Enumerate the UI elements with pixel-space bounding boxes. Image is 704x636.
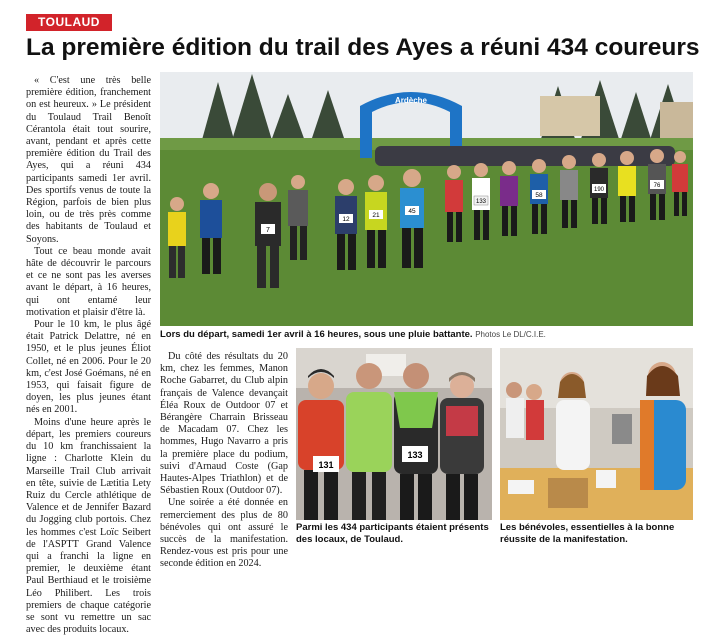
paragraph: Pour le 10 km, le plus âgé était Patrick Delattre, né en 1950, et le plus jeunes Éliot Collet, né en 2006. Pour le 20 km, c'est José Goémans, né en 1953, qui faisait figure de doyen, les plus jeunes étant nés en 2001. <box>26 319 151 416</box>
bib-number: 21 <box>372 212 380 219</box>
caption-race-start <box>160 329 700 341</box>
bib-number: 133 <box>407 450 423 460</box>
bib-number: 190 <box>593 187 605 193</box>
paragraph: Moins d'une heure après le départ, les premiers coureurs du 10 km franchissaient la ligne : Charlotte Klein du Marseille Trail Club arrivait en tête, suivie de Lætitia Lety Ruiz du Cercle athlétique de Valence et de Jennifer Bazard du Jogging club portois. Chez les hommes c'est Loïc Seibert de l'ASPTT Grand Valence qui a franchi la ligne en premier, le deuxième étant Paul Berthiaud et le troisième Léo Philibert. Les trois premiers de chaque catégorie se sont vu remettre un sac avec des produits locaux. <box>26 416 151 636</box>
paragraph: « C'est une très belle première édition, franchement on est heureux. » Le président du Toulaud Trail Benoît Cérantola était tout sourire, avant, pendant et après cette première édition du Trail des Ayes, qui a réuni 434 participants samedi 1er avril. Des sportifs venus de toute la Région, parfois de bien plus loin, ou de très près comme des habitants de Toulaud et Soyons. <box>26 75 151 245</box>
bib-number: 58 <box>535 192 543 199</box>
bib-number: 45 <box>408 208 416 215</box>
caption-text: Lors du départ, samedi 1er avril à 16 heures, sous une pluie battante. <box>160 329 473 340</box>
photo-credit: Photos Le DL/C.I.E. <box>475 330 546 339</box>
local-runners-photo <box>296 348 492 520</box>
article-column-1 <box>26 75 151 636</box>
bib-number: 133 <box>475 199 487 205</box>
caption-volunteers: Les bénévoles, essentielles à la bonne réussite de la manifestation. <box>500 522 675 545</box>
paragraph: Du côté des résultats du 20 km, chez les femmes, Manon Roche Gabarret, du Club alpin français de Valence devançait Éléa Roux de Outdoor 07 et Bérangère Charrain Brisseau de Macadam 07. Chez les hommes, Hugo Navarro a pris la première place du podium, suivi d'Arnaud Coste (Gap Hautes-Alpes Triathlon) et de Sébastien Roux (Outdoor 07). <box>160 351 288 497</box>
article-headline: La première édition du trail des Ayes a réuni 434 coureurs <box>26 34 700 61</box>
bib-number: 12 <box>342 216 350 223</box>
caption-local-runners: Parmi les 434 participants étaient présents des locaux, de Toulaud. <box>296 522 489 545</box>
arch-text: Ardèche <box>394 96 428 105</box>
volunteers-photo <box>500 348 693 520</box>
bib-number: 7 <box>266 227 270 234</box>
race-start-photo <box>160 72 693 326</box>
paragraph: Une soirée a été donnée en remerciement des plus de 80 bénévoles qui ont assuré le succès de la manifestation. Rendez-vous est pris pour une seconde édition en 2024. <box>160 497 288 570</box>
section-tag: TOULAUD <box>26 14 112 31</box>
bib-number: 131 <box>318 460 334 470</box>
bib-number: 76 <box>653 183 661 189</box>
article-column-2 <box>160 351 288 571</box>
paragraph: Tout ce beau monde avait hâte de découvrir le parcours et ce ne sont pas les averses avant le départ, à 16 heures, qui ont entamé leur motivation et plaisir d'être là. <box>26 245 151 318</box>
